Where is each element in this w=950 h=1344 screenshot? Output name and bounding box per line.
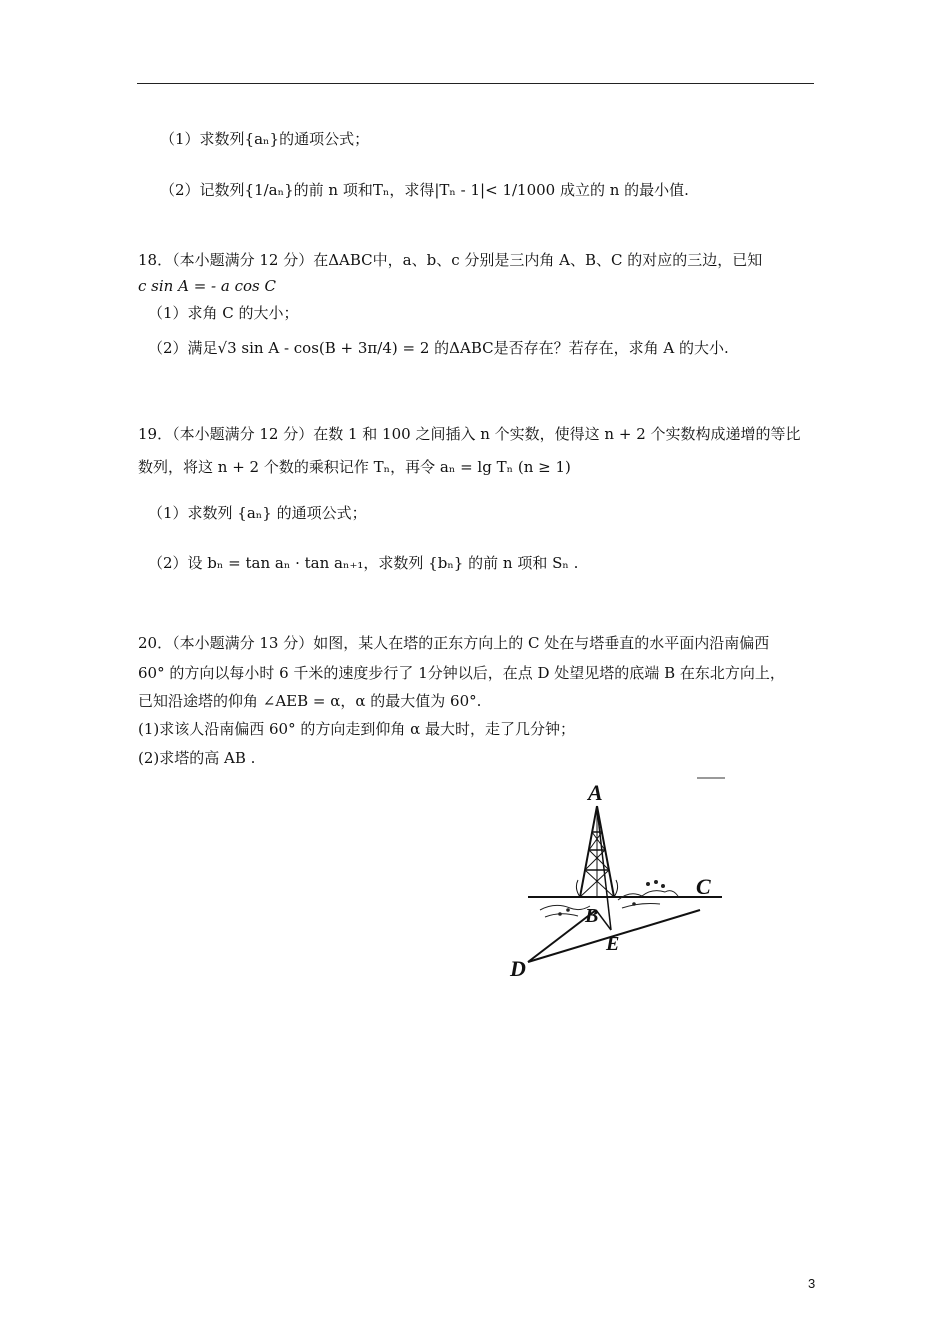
q20-stem-line3: 已知沿途塔的仰角 ∠AEB = α，α 的最大值为 60°.	[138, 692, 482, 710]
label-d: D	[510, 956, 526, 981]
q20-stem-line2: 60° 的方向以每小时 6 千米的速度步行了 1分钟以后，在点 D 处望见塔的底端 B 在东北方向上，	[138, 664, 785, 682]
q19-stem-line1: 19．（本小题满分 12 分）在数 1 和 100 之间插入 n 个实数，使得这 n + 2 个实数构成递增的等比	[138, 425, 801, 443]
q17-part1: （1）求数列{aₙ}的通项公式；	[160, 130, 370, 148]
page-number: 3	[808, 1276, 816, 1291]
label-c: C	[696, 874, 711, 899]
header-rule	[137, 83, 814, 84]
q18-given: c sin A = - a cos C	[138, 277, 276, 295]
q17-part2: （2）记数列{1/aₙ}的前 n 项和Tₙ，求得|Tₙ - 1|< 1/1000 成立的 n 的最小值.	[160, 181, 689, 199]
label-e: E	[606, 933, 620, 955]
q20-stem-line1: 20．（本小题满分 13 分）如图，某人在塔的正东方向上的 C 处在与塔垂直的水平面内沿南偏西	[138, 634, 770, 652]
q20-part1: (1)求该人沿南偏西 60° 的方向走到仰角 α 最大时，走了几分钟；	[138, 720, 576, 738]
q19-part2: （2）设 bₙ = tan aₙ · tan aₙ₊₁，求数列 {bₙ} 的前 n 项和 Sₙ .	[148, 554, 579, 572]
q19-part1: （1）求数列 {aₙ} 的通项公式；	[148, 504, 367, 522]
q19-stem-line2: 数列，将这 n + 2 个数的乘积记作 Tₙ，再令 aₙ = lg Tₙ (n ≥ 1)	[138, 458, 571, 476]
q18-stem: 18．（本小题满分 12 分）在ΔABC中，a、b、c 分别是三内角 A、B、C 的对应的三边，已知	[138, 251, 763, 269]
label-a: A	[588, 780, 603, 805]
q18-part2: （2）满足√3 sin A - cos(B + 3π/4) = 2 的ΔABC是否存在？若存在，求角 A 的大小.	[148, 339, 729, 357]
tower-figure	[500, 770, 740, 985]
q20-part2: (2)求塔的高 AB .	[138, 749, 256, 767]
q18-part1: （1）求角 C 的大小；	[148, 304, 299, 322]
label-b: B	[585, 905, 599, 927]
tower-icon	[576, 806, 617, 897]
